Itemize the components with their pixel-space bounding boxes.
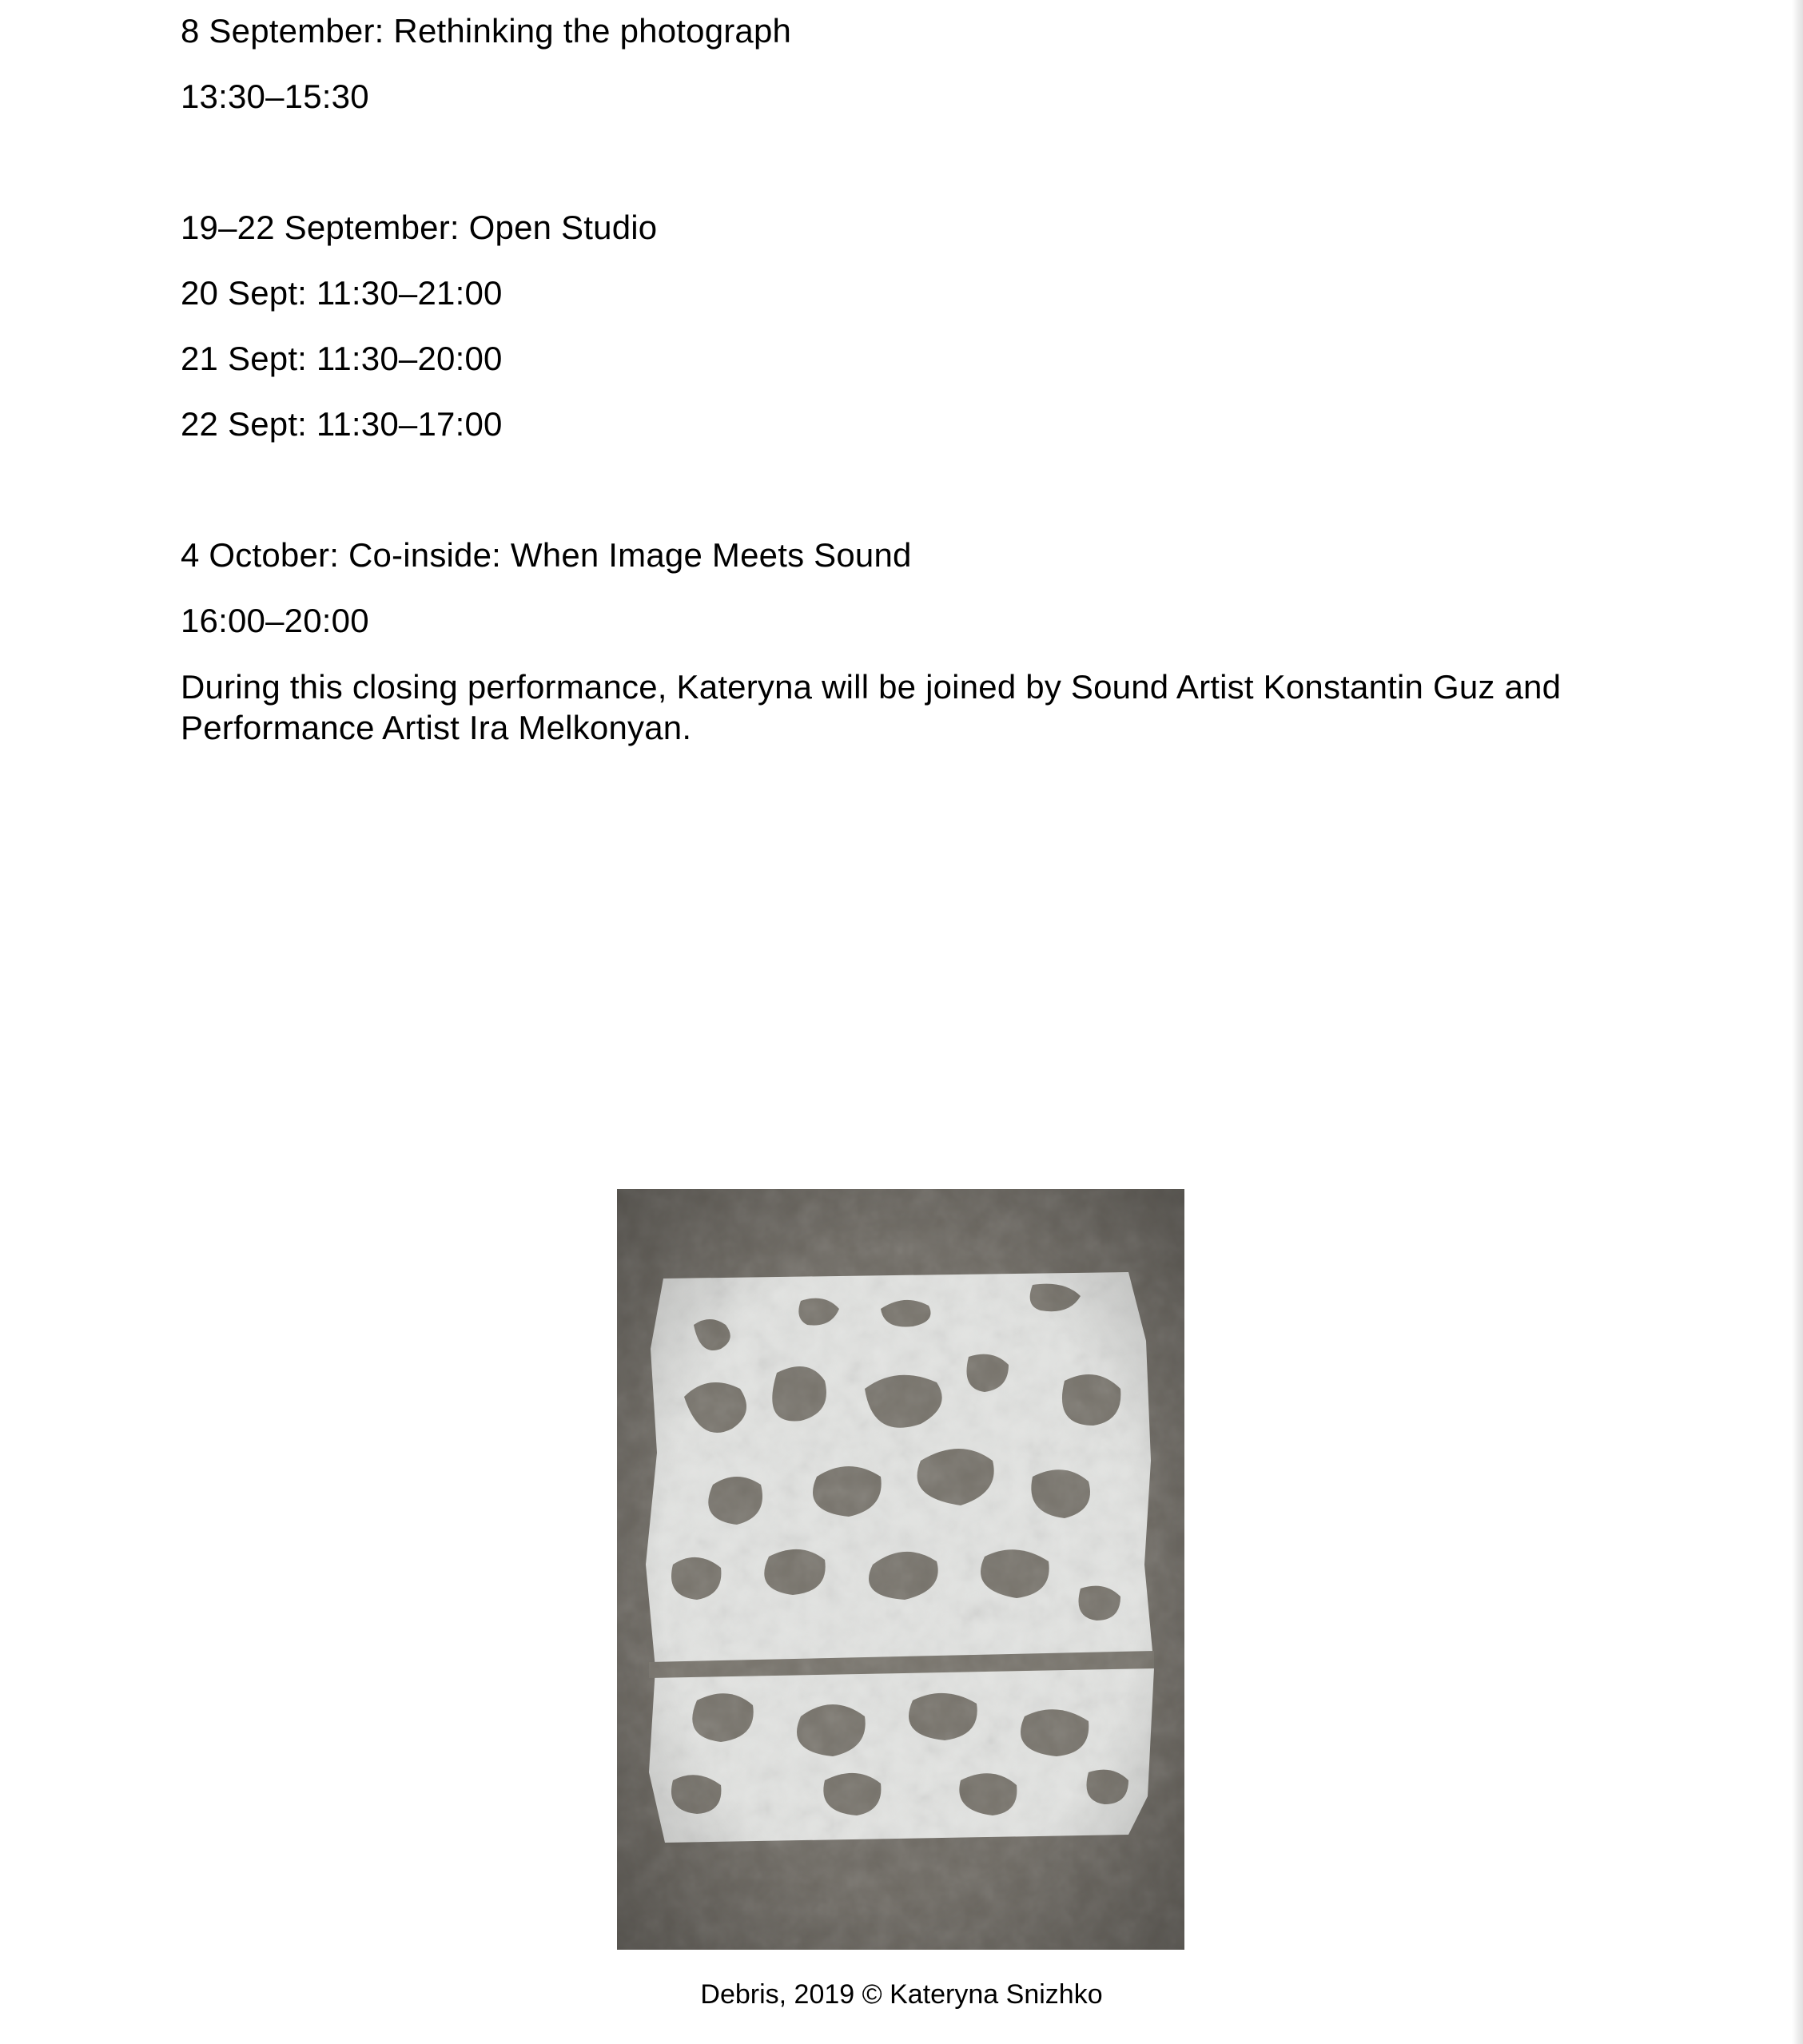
page-edge-shadow	[1792, 0, 1803, 2044]
artwork-image-debris	[617, 1189, 1184, 1950]
artwork-illustration	[617, 1189, 1184, 1950]
event-time-open-studio-20: 20 Sept: 11:30–21:00	[181, 274, 503, 312]
artwork-caption: Debris, 2019 © Kateryna Snizhko	[700, 1979, 1103, 2010]
event-time-co-inside: 16:00–20:00	[181, 602, 369, 639]
event-title-rethinking: 8 September: Rethinking the photograph	[181, 12, 792, 50]
event-title-open-studio: 19–22 September: Open Studio	[181, 209, 658, 246]
event-description-co-inside: During this closing performance, Kateryna will be joined by Sound Artist Konstantin Guz and Performance Artist Ira Melkonyan.	[181, 668, 1562, 746]
event-time-open-studio-21: 21 Sept: 11:30–20:00	[181, 340, 503, 377]
event-time-rethinking: 13:30–15:30	[181, 78, 369, 115]
event-time-open-studio-22: 22 Sept: 11:30–17:00	[181, 405, 503, 443]
event-title-co-inside: 4 October: Co-inside: When Image Meets Sound	[181, 536, 912, 574]
